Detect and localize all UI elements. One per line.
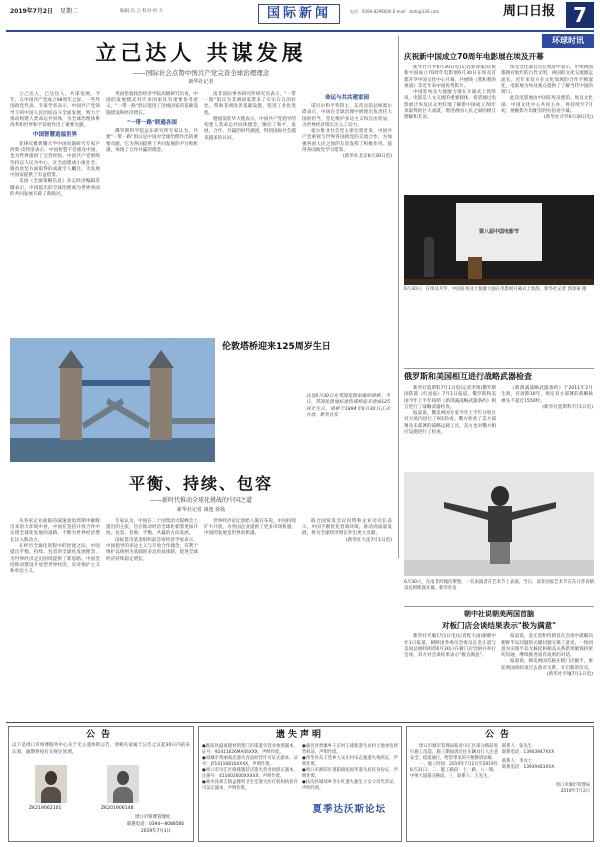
notice-left xyxy=(8,726,194,842)
peace-paragraph: 从各家企业面临的减速衰退周期中解脱出来的大环境中看，中国在坚持开放合作中实现全球化发展的道路，不断为世界经济增长注入新动力。 xyxy=(10,518,100,543)
global-news-label: 环球时讯 xyxy=(542,34,594,48)
header-date: 2019年7月2日 xyxy=(10,8,54,15)
peace-paragraph: 世界经济论坛创始人施瓦布说，中国持续扩大开放，为各国企业提供了更多市场机遇，中国的发展是世界的机遇。 xyxy=(204,518,296,537)
speaker-figure xyxy=(424,237,434,277)
lead-byline: 新华社记者 xyxy=(188,79,214,86)
river xyxy=(10,438,215,462)
lost-notice-title: 遗失声明 xyxy=(275,730,324,740)
lead-subtitle: ——国际社会点赞中国共产党完善全球治理理念 xyxy=(132,69,270,78)
peace-byline: 新华社记者 康逸 徐扬 xyxy=(176,506,226,513)
lost-item: ●西华县东王营乡大宋庄村宋志强遗失残疾证，声明作废。 xyxy=(302,756,398,767)
lead-headline: 立己达人 共谋发展 xyxy=(95,40,307,65)
header-editor-line: 编辑·冯 云 校对·何 方 xyxy=(120,9,164,14)
korea-paragraph: 新华社平壤7月1日电(记者程大雨)据朝中社1日报道，朝鲜国务委员会委员长金正恩与美国总统特朗普6月30日在板门店会晤并举行会谈，双方对会谈结果表示"极为满意"。 xyxy=(404,634,496,659)
performer-photo-section xyxy=(404,472,594,604)
peace-col-4 xyxy=(302,519,392,576)
page-header xyxy=(0,0,600,32)
peace-subtitle: ——新时代推动全球化挑战的中国之道 xyxy=(149,497,252,504)
film-article xyxy=(404,34,594,366)
peace-col-3 xyxy=(204,519,296,576)
lead-paragraph: 南非国际事务研究所研究员表示，"一带一路"倡议为非洲国家带来了实实在在的好处，帮助非洲改善基础设施、促进工业化进程。 xyxy=(204,91,296,116)
notice-right-date: 2019年7月2日 xyxy=(560,788,590,794)
peace-sign: (新华社大连7月1日电) xyxy=(345,537,392,543)
header-extra-info: 电话：0394-8296000 E-mail：zkrb@126.com xyxy=(350,9,440,14)
left-tower xyxy=(60,368,82,440)
lost-item: ●扶沟县城郊乡李小红遗失独生子女父母光荣证，声明作废。 xyxy=(302,779,398,791)
film-stage-photo xyxy=(404,195,594,285)
notice-right-contact: 联系人：李女士 xyxy=(502,759,533,765)
header-weekday: 星期二 xyxy=(60,8,79,15)
page-number-box xyxy=(566,2,594,28)
stage-floor xyxy=(404,279,594,285)
lost-item: ●商水县胡吉镇孟楼村卫生室遗失医疗机构执业许可证正副本，声明作废。 xyxy=(202,779,298,791)
performer-torso xyxy=(488,506,512,542)
film-col-2 xyxy=(501,65,593,193)
peace-paragraph: 在经历全球化进程中的逆流之际，中国提出平衡、持续、包容的全球化发展理念，为世界经济走出困境提供了新思路。中国坚持推动建设开放型世界经济，反对保护主义和单边主义。 xyxy=(10,543,100,575)
lead-subheading: "一带一路"联通各国 xyxy=(127,119,177,126)
lead-col-4 xyxy=(302,92,392,199)
korea-headline-top: 朝中社说朝美两国首脑 xyxy=(464,610,534,618)
notice-right xyxy=(406,726,594,842)
peace-paragraph: 联合国贸发会议投资和企业司司长表示，中国不断优化营商环境，推动高质量发展，将为全球经济增长作出更大贡献。 xyxy=(302,518,392,537)
notice-right-title: 公告 xyxy=(484,730,515,740)
film-sign: (新华社开罗6月30日电) xyxy=(543,115,593,121)
korea-paragraph: 报道说，金正恩和特朗普在会谈中就解决朝鲜半岛问题的关键问题交换了意见，一致同意为实现半岛无核化和朝美关系新突破保持密切沟通，继续推进富有成果的对话。 xyxy=(501,634,593,659)
global-news-banner xyxy=(404,34,594,48)
russia-col-2 xyxy=(501,386,593,436)
russia-headline: 俄罗斯和美国相互进行战略武器检查 xyxy=(404,372,532,381)
lead-paragraph: 诺贝尔和平奖得主、东帝汶前总统奥尔塔表示，中国在全球治理中展现出负责任大国的担当，坚定维护多边主义和自由贸易，为世界经济增长注入了动力。 xyxy=(302,103,392,128)
section-divider xyxy=(404,606,594,607)
notice-right-col-2 xyxy=(502,744,590,794)
notice-right-col-1 xyxy=(410,744,498,794)
performer-photo xyxy=(404,472,594,576)
right-approach xyxy=(172,418,215,424)
russia-paragraph: 报道说，俄美两国专家今年上半年分别在对方境内进行了9次检查。俄方检查了美方部署及未部署的战略运载工具，美方也对俄方相应设施进行了检查。 xyxy=(404,411,496,436)
upper-walkway xyxy=(82,380,150,386)
notice-left-text: 以下是周口市殡葬服务中心关于无主遗体的公告，请相关家属于公告之日起30日内前来认领，逾期将按有关规定处理。 xyxy=(12,743,190,755)
lost-item: ●周口市川汇区晓燕服装店遗失营业执照正副本，注册号：411602600XXXXX，声明作废。 xyxy=(202,767,298,779)
screen-label: 第八届中国电影节 xyxy=(478,228,519,235)
lead-article xyxy=(10,36,392,336)
projection-screen xyxy=(456,203,542,261)
person-2-id: ZK201906148 xyxy=(101,806,134,811)
lost-col-1 xyxy=(202,744,298,791)
korea-headline-main: 对板门店会谈结果表示"极为满意" xyxy=(441,620,557,630)
notice-left-contact: 周口市殡葬管理处 xyxy=(135,815,171,820)
russia-paragraph: 新华社莫斯科7月1日电(记者李奥)俄罗斯国防部《红星报》7月1日报道，俄罗斯和美国今年上半年按照《新削减战略武器条约》相互进行了战略武器检查。 xyxy=(404,386,496,410)
notice-right-org: 周口市城市管理局 xyxy=(555,782,590,788)
person-icon xyxy=(45,771,57,785)
section-divider xyxy=(404,368,594,369)
person-1-id: ZK219062101 xyxy=(29,806,62,811)
film-col-1 xyxy=(404,65,496,193)
performer-head xyxy=(491,486,509,506)
lead-paragraph: 美国《全球策略信息》杂志经济编辑苏珊表示，中国提出的全球治理观为世界各国的共同发展开辟了新路径。 xyxy=(10,179,100,198)
peace-col-1 xyxy=(10,519,100,576)
lead-paragraph: 立己达人，已达达人，共谋发展。今年，在中国共产党成立98周年之际，一些外国政党代表、专家学者表示，中国共产党领导下的中国人民团结奋斗全面发展，致力于推动构建人类命运共同体，为全球治理体系改革和世界和平发展作出了重要贡献。 xyxy=(10,91,100,129)
forum-label: 夏季达沃斯论坛 xyxy=(312,804,386,815)
lead-subheading: 命运与共共建家园 xyxy=(324,94,369,101)
lead-paragraph: 德国前驻华大使表示，中国共产党倡导的构建人类命运共同体理念，顺应了和平、发展、合作、共赢的时代潮流，得到国际社会越来越多的认同。 xyxy=(204,116,296,141)
peace-paragraph: 国际货币基金组织前首席经济学家表示，中国倡导的多边主义与开放合作理念，有利于维护以规则为基础的多边贸易体制，促进全球经济持续稳定增长。 xyxy=(106,537,198,562)
notice-right-phone: 联系电话：13903947XXX xyxy=(502,750,555,756)
peace-headline: 平衡、持续、包容 xyxy=(128,474,273,493)
film-paragraph: 埃及文化部官员在致辞中表示，中埃两国都拥有灿烂的古代文明，两国的文化交流源远流长，近年来双方在文化领域的合作不断深化，电影展为埃及观众提供了了解当代中国的窗口。 xyxy=(501,65,593,96)
notice-right-paragraph: 周口市城市管理局拟对川汇区部分路段进行施工改造，施工期间请过往车辆及行人注意安全，绕道通行，给您带来的不便敬请谅解。 xyxy=(410,744,498,762)
notice-right-paragraph: 一、施工时间：2019年7月2日至2019年8月31日。二、施工路段：七一路、八一路、中州大道部分路段。三、联系人：王先生。 xyxy=(410,761,498,779)
notice-right-phone: 联系电话：13939483XXX xyxy=(502,764,555,770)
notice-right-contact: 联系人：张先生 xyxy=(502,744,533,750)
film-paragraph: 新华社开罗6月30日电(记者郭春菊)庆祝新中国成立70周年电影展6月30日在埃及首都开罗中国文化中心开幕，共展映《我和我的祖国》等近年来中国优秀影片。 xyxy=(404,65,496,89)
tower-bridge-photo xyxy=(10,338,215,462)
person-photo-1 xyxy=(35,765,67,803)
right-tower xyxy=(150,368,172,440)
korea-article xyxy=(404,610,594,720)
lead-paragraph: 英国伦敦政治经济学院高级研究员说，中国的发展模式对许多国家具有重要参考意义，"一带一路"倡议促进了沿线国家的基础设施建设和经济增长。 xyxy=(106,91,198,116)
lead-col-1 xyxy=(10,92,100,199)
lead-col-3 xyxy=(204,92,296,199)
lost-notice xyxy=(198,726,402,842)
russia-article xyxy=(404,372,594,470)
performer-caption: 6月30日，在南非约翰内斯堡，一名表演者在艺术节上表演。当日，南非国家艺术节在东开普省格雷厄姆斯敦开幕。新华社发 xyxy=(404,580,594,592)
peace-paragraph: 专家认为，中国在二十国集团大阪峰会上提出的主张，旨在推动经济全球化朝着更加开放、包容、普惠、平衡、共赢的方向发展。 xyxy=(106,518,198,537)
lead-paragraph: 塞尔维亚社会党主席达契奇说，中国共产党重视与世界各国政党的交流合作，为加强各国人民之间的友谊发挥了积极作用，值得各国政党学习借鉴。 xyxy=(302,129,392,153)
lead-paragraph: 菲律宾雅典耀大学中国问题研究专家卢西奥·皮特洛表示，中国智慧不仅惠及中国，也为世界提供了宝贵经验。中国共产党始终坚持以人民为中心，在全面建成小康社会、脱贫攻坚方面取得的成就令人瞩目，为发展中国家提供了有益借鉴。 xyxy=(10,141,100,179)
lost-item: ●淮阳县盛豪建材销售门市部遗失营业执照副本，证号：92411626MA4SXXX，声明作废。 xyxy=(202,744,298,756)
performer-legs xyxy=(490,542,510,564)
russia-sign: (新华社莫斯科7月1日电) xyxy=(542,404,593,410)
notice-left-phone: 联系电话：0394—8088566 xyxy=(127,822,185,827)
section-title: 国际新闻 xyxy=(266,5,331,21)
notice-left-title: 公告 xyxy=(85,730,116,740)
film-caption: 6月30日，在埃及开罗，中国驻埃及大使廖力强在电影展开幕式上致辞。新华社记者 郭春菊 摄 xyxy=(404,287,587,292)
russia-col-1 xyxy=(404,386,496,436)
page-number: 7 xyxy=(573,2,587,27)
column-divider xyxy=(398,36,399,558)
korea-sign: (新华社平壤7月1日电) xyxy=(546,672,593,678)
ads-rule xyxy=(6,722,594,723)
film-paragraph: 此次电影展由中国驻埃及使馆、埃及文化部、中国文化中心共同主办，将持续至7月初，展映影片均配有阿拉伯语字幕。 xyxy=(501,96,593,115)
notice-left-date: 2019年7月1日 xyxy=(141,829,171,834)
lead-col-2 xyxy=(106,92,198,199)
korea-col-1 xyxy=(404,634,496,678)
section-title-box xyxy=(258,4,340,24)
left-approach xyxy=(10,418,60,424)
header-rule xyxy=(6,30,594,32)
lead-paragraph: 俄罗斯科学院远东研究所专家认为，共建"一带一路"倡议是中国对全球治理作出的重要贡献，它为各国提供了共同发展的平台和机遇，体现了合作共赢的理念。 xyxy=(106,129,198,153)
korea-col-2 xyxy=(501,634,593,678)
tower-caption: 这是6月30日在英国伦敦拍摄的塔桥。当日，英国伦敦地标建筑塔桥迎来建成125周年生日。塔桥于1894年6月30日正式开放。新华社发 xyxy=(306,394,390,418)
korea-paragraph: 报道说，朝美两国首脑在板门店握手，象征两国将结束过去敌对关系，开启新的历史。 xyxy=(501,659,593,671)
film-paragraph: 中国驻埃及大使廖力强在开幕式上致辞说，电影是人文交流的重要载体，希望通过电影展让埃及民众更好地了解新中国成立70年来取得的巨大成就，增进两国人民之间的相互理解和友谊。 xyxy=(404,90,496,121)
person-icon xyxy=(117,771,129,785)
peace-col-2 xyxy=(106,519,198,576)
tower-bridge-section xyxy=(10,338,392,464)
tower-headline: 伦敦塔桥迎来125周岁生日 xyxy=(222,342,331,352)
lost-item: ●鹿邑县贾滩乡王庄村王建新遗失农村土地承包经营权证，声明作废。 xyxy=(302,744,398,756)
russia-paragraph: 《新削减战略武器条约》于2011年2月生效，有效期10年，规定双方部署的战略核弹头不超过1550枚。 xyxy=(501,386,593,404)
lead-sign: (新华社北京6月30日电) xyxy=(342,154,392,160)
lost-col-2 xyxy=(302,744,398,791)
film-headline: 庆祝新中国成立70周年电影展在埃及开幕 xyxy=(404,52,544,61)
lost-item: ●项城市秀丽商店遗失食品经营许可证正副本，证号：JY14116810XXXX，声明作废。 xyxy=(202,756,298,767)
person-photo-2 xyxy=(107,765,139,803)
newspaper-name: 周口日报 xyxy=(503,4,556,19)
lead-subheading: 中国智慧造福世界 xyxy=(32,132,77,139)
lost-item: ●周口市淮阳区淮阳镇张国华遗失居民身份证，声明作废。 xyxy=(302,767,398,779)
